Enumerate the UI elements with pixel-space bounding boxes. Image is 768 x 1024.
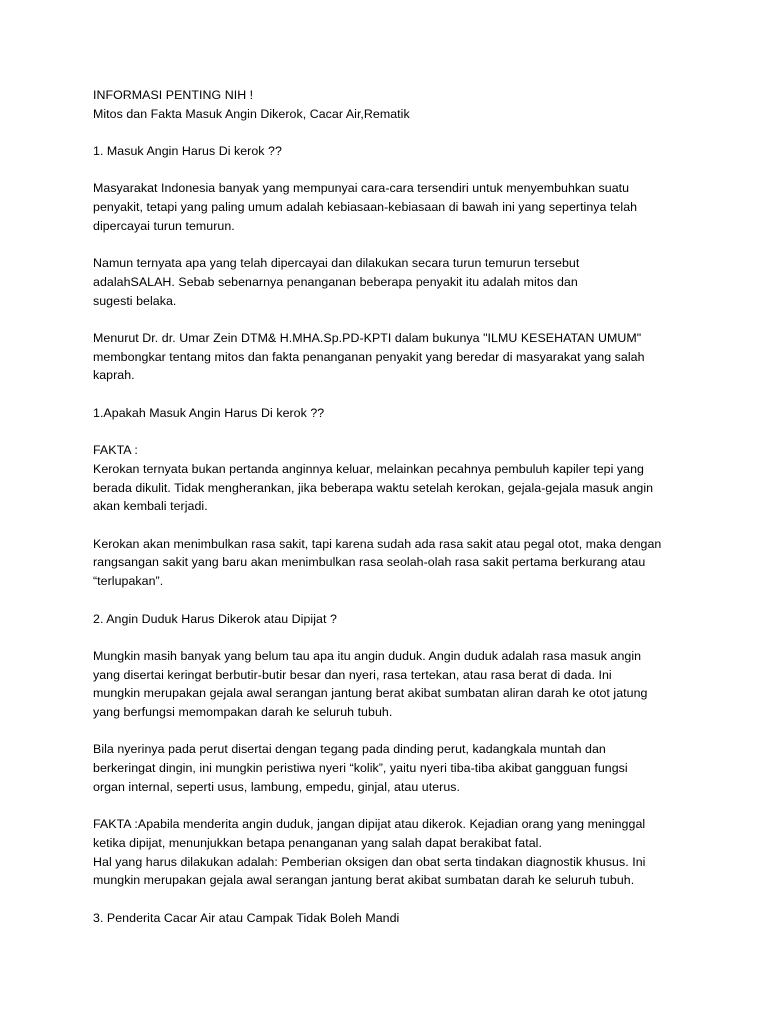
paragraph-line: Bila nyerinya pada perut disertai dengan tegang pada dinding perut, kadangkala muntah dan <box>93 742 606 757</box>
document-body <box>93 86 683 927</box>
paragraph-line: dipercayai turun temurun. <box>93 218 235 233</box>
paragraph-line: FAKTA :Apabila menderita angin duduk, jangan dipijat atau dikerok. Kejadian orang yang meninggal <box>93 817 646 832</box>
paragraph-line: berkeringat dingin, ini mungkin peristiwa nyeri “kolik”, yaitu nyeri tiba-tiba akibat gangguan fungsi <box>93 761 628 776</box>
source-paragraph <box>93 329 683 385</box>
paragraph-line: akan kembali terjadi. <box>93 499 208 514</box>
paragraph-line: Hal yang harus dilakukan adalah: Pemberian oksigen dan obat serta tindakan diagnostik khusus. Ini <box>93 854 646 869</box>
section2-heading: 2. Angin Duduk Harus Dikerok atau Dipijat ? <box>93 611 337 626</box>
kolik-paragraph <box>93 740 683 796</box>
paragraph-line: ketika dipijat, menunjukkan betapa penanganan yang salah dapat berakibat fatal. <box>93 835 542 850</box>
section3-heading: 3. Penderita Cacar Air atau Campak Tidak Boleh Mandi <box>93 910 400 925</box>
paragraph-line: “terlupakan”. <box>93 574 164 589</box>
document-header-line1: INFORMASI PENTING NIH ! <box>93 88 254 102</box>
myth-paragraph <box>93 254 683 310</box>
paragraph-line: membongkar tentang mitos dan fakta penanganan penyakit yang beredar di masyarakat yang salah <box>93 349 645 364</box>
paragraph-line: Masyarakat Indonesia banyak yang mempunyai cara-cara tersendiri untuk menyembuhkan suatu <box>93 181 630 196</box>
paragraph-line: organ internal, seperti usus, lambung, empedu, ginjal, atau uterus. <box>93 779 461 794</box>
paragraph-line: sugesti belaka. <box>93 293 177 308</box>
question1-heading: 1.Apakah Masuk Angin Harus Di kerok ?? <box>93 405 325 420</box>
paragraph-line: Kerokan akan menimbulkan rasa sakit, tapi karena sudah ada rasa sakit atau pegal otot, maka dengan <box>93 536 662 551</box>
paragraph-line: mungkin merupakan gejala awal serangan jantung berat akibat sumbatan aliran darah ke otot jatung <box>93 686 648 701</box>
angin-duduk-paragraph <box>93 647 683 722</box>
document-header-line2: Mitos dan Fakta Masuk Angin Dikerok, Cacar Air,Rematik <box>93 106 410 121</box>
intro-paragraph <box>93 179 683 235</box>
paragraph-line: penyakit, tetapi yang paling umum adalah kebiasaan-kebiasaan di bawah ini yang sepertinya telah <box>93 200 638 215</box>
paragraph-line: rangsangan sakit yang baru akan menimbulkan rasa seolah-olah rasa sakit pertama berkurang atau <box>93 555 646 570</box>
paragraph-line: berada dikulit. Tidak mengherankan, jika beberapa waktu setelah kerokan, gejala-gejala masuk angin <box>93 480 654 495</box>
paragraph-line: kaprah. <box>93 368 135 383</box>
fakta1-paragraph <box>93 460 683 516</box>
section1-heading: 1. Masuk Angin Harus Di kerok ?? <box>93 144 282 159</box>
paragraph-line: mungkin merupakan gejala awal serangan jantung berat akibat sumbatan darah ke seluruh tubuh. <box>93 873 635 888</box>
fakta1b-paragraph <box>93 535 683 591</box>
paragraph-line: Mungkin masih banyak yang belum tau apa itu angin duduk. Angin duduk adalah rasa masuk angin <box>93 648 642 663</box>
paragraph-line: adalahSALAH. Sebab sebenarnya penanganan beberapa penyakit itu adalah mitos dan <box>93 274 578 289</box>
paragraph-line: yang berfungsi memompakan darah ke seluruh tubuh. <box>93 705 393 720</box>
paragraph-line: yang disertai keringat berbutir-butir besar dan nyeri, rasa tertekan, atau rasa berat di dada. Ini <box>93 667 612 682</box>
fakta2-paragraph <box>93 815 683 890</box>
paragraph-line: Kerokan ternyata bukan pertanda anginnya keluar, melainkan pecahnya pembuluh kapiler tepi yang <box>93 461 644 476</box>
fakta-label: FAKTA : <box>93 443 138 458</box>
paragraph-line: Menurut Dr. dr. Umar Zein DTM& H.MHA.Sp.PD-KPTI dalam bukunya "ILMU KESEHATAN UMUM" <box>93 331 642 346</box>
paragraph-line: Namun ternyata apa yang telah dipercayai dan dilakukan secara turun temurun tersebut <box>93 256 580 271</box>
